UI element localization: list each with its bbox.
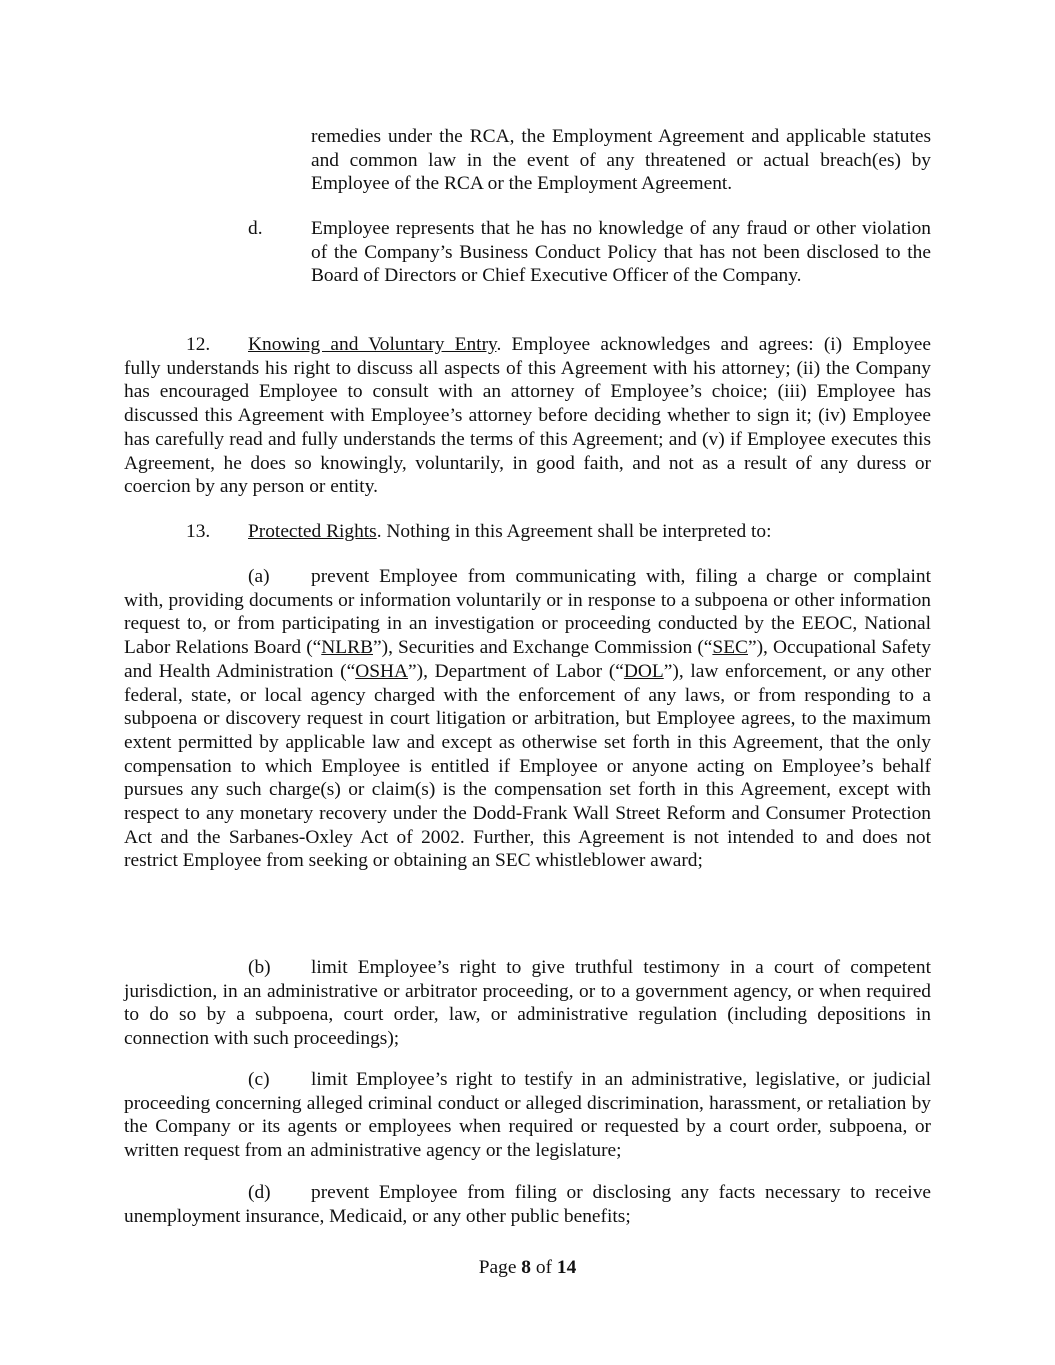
sec-abbreviation: SEC	[712, 637, 748, 659]
subsection-a	[124, 565, 931, 873]
continuation-paragraph: remedies under the RCA, the Employment Agreement and applicable statutes and common law in the event of any threatened or actual breach(es) by Employee of the RCA or the Employment Agreement.	[311, 126, 931, 195]
footer-total-pages: 14	[556, 1257, 577, 1278]
subsection-d	[124, 1181, 931, 1228]
section-13-number: 13.	[186, 521, 211, 542]
subsection-c-body: proceeding concerning alleged criminal conduct or alleged discrimination, harassment, or retaliation by the Company or its agents or employees when required or requested by a court order, subpoena, or written request from an administrative agency or the legislature;	[124, 1092, 931, 1162]
section-12-heading: Knowing and Voluntary Entry	[248, 334, 497, 355]
subsection-d-first-line	[124, 1181, 931, 1205]
subsection-b	[124, 956, 931, 1051]
subsection-b-first-text: limit Employee’s right to give truthful testimony in a court of competent	[311, 957, 931, 978]
section-13-heading: Protected Rights	[248, 521, 377, 542]
subsection-b-first-line	[124, 956, 931, 980]
nlrb-abbreviation: NLRB	[321, 637, 373, 659]
item-d-label: d.	[248, 218, 263, 239]
subsection-d-body: unemployment insurance, Medicaid, or any other public benefits;	[124, 1205, 631, 1227]
dol-abbreviation: DOL	[623, 660, 664, 682]
subsection-a-first-text: prevent Employee from communicating with, filing a charge or complaint	[311, 566, 931, 587]
subsection-b-label: (b)	[248, 957, 271, 978]
subsection-c	[124, 1068, 931, 1163]
section-12-first-line	[124, 333, 931, 357]
subsection-a-text-3: ”), Occupational Safety and Health Administration (“	[124, 637, 931, 682]
footer-page-word: Page	[478, 1257, 517, 1278]
subsection-a-label: (a)	[248, 566, 270, 587]
section-13-intro: . Nothing in this Agreement shall be interpreted to:	[376, 521, 772, 542]
subsection-d-label: (d)	[248, 1182, 271, 1203]
footer-of-word: of	[535, 1257, 553, 1278]
section-12-body: fully understands his right to discuss all aspects of this Agreement with his attorney; (ii) the Company has encouraged Employee to consult with an attorney of Employee’s choice; (iii) Employee has discussed this Agreement with Employee’s attorney before deciding whether to sign it; (iv) Employee has carefully read and fully understands the terms of this Agreement; and (v) if Employee executes this Agreement, he does so knowingly, voluntarily, in good faith, and not as a result of any duress or coercion by any person or entity.	[124, 357, 931, 498]
section-13	[124, 520, 931, 544]
subsection-a-text-2: ”), Securities and Exchange Commission (“	[373, 637, 713, 659]
section-12-number: 12.	[186, 334, 211, 355]
item-d-paragraph: Employee represents that he has no knowledge of any fraud or other violation of the Company’s Business Conduct Policy that has not been disclosed to the Board of Directors or Chief Executive Officer of the Company.	[311, 218, 931, 287]
subsection-a-text-1: with, providing documents or information voluntarily or in response to a subpoena or other information request to, or from participating in an investigation or proceeding conducted by the EEOC, National Labor Relations Board (“	[124, 589, 931, 659]
subsection-a-first-line	[124, 565, 931, 589]
page-number-footer	[0, 1256, 1055, 1280]
subsection-a-body	[124, 589, 931, 873]
subsection-c-first-line	[124, 1068, 931, 1092]
section-12	[124, 333, 931, 499]
subsection-c-label: (c)	[248, 1069, 270, 1090]
subsection-d-first-text: prevent Employee from filing or disclosing any facts necessary to receive	[311, 1182, 931, 1203]
subsection-a-text-5: ”), law enforcement, or any other federal, state, or local agency charged with the enforcement of any laws, or from responding to a subpoena or discovery request in court litigation or arbitration, but Employee agrees, to the maximum extent permitted by applicable law and except as otherwise set forth in this Agreement, that the only compensation to which Employee is entitled if Employee or anyone acting on Employee’s behalf pursues any such charge(s) or claim(s) is the compensation set forth in this Agreement, except with respect to any monetary recovery under the Dodd-Frank Wall Street Reform and Consumer Protection Act and the Sarbanes-Oxley Act of 2002. Further, this Agreement is not intended to and does not restrict Employee from seeking or obtaining an SEC whistleblower award;	[124, 660, 931, 872]
subsection-b-body: jurisdiction, in an administrative or arbitrator proceeding, or to a government agency, or when required to do so by a subpoena, court order, law, or administrative regulation (including depositions in connection with such proceedings);	[124, 980, 931, 1050]
footer-current-page: 8	[521, 1257, 531, 1278]
subsection-c-first-text: limit Employee’s right to testify in an administrative, legislative, or judicial	[311, 1069, 931, 1090]
subsection-a-text-4: ”), Department of Labor (“	[408, 660, 624, 682]
osha-abbreviation: OSHA	[355, 660, 409, 682]
section-12-intro: . Employee acknowledges and agrees: (i) Employee	[496, 334, 931, 355]
